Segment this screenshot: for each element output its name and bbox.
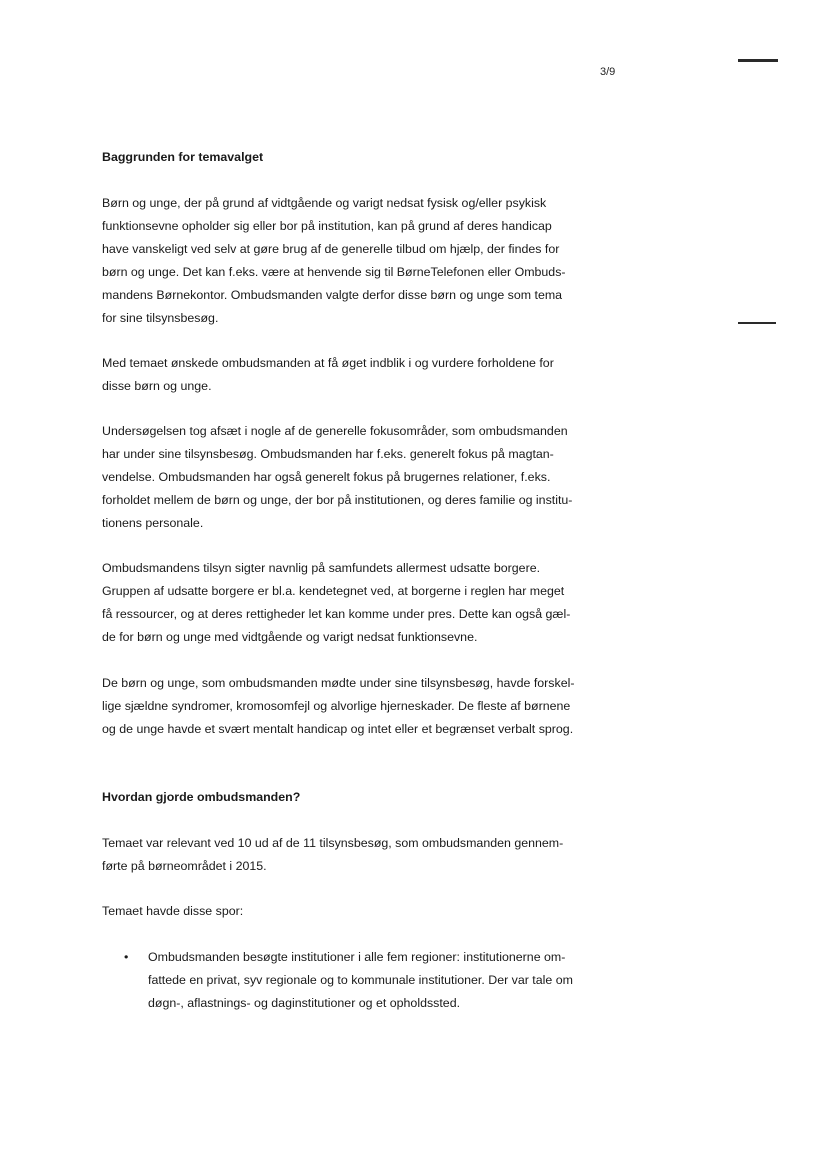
page-number: 3/9	[600, 66, 616, 78]
text-line: Temaet havde disse spor:	[102, 904, 244, 918]
text-line: tionens personale.	[102, 516, 204, 530]
paragraph-background-2	[102, 352, 622, 398]
text-line: lige sjældne syndromer, kromosomfejl og alvorlige hjerneskader. De fleste af børnene	[102, 699, 571, 713]
text-line: Gruppen af udsatte borgere er bl.a. kendetegnet ved, at borgerne i reglen har meget	[102, 584, 565, 598]
text-line: Undersøgelsen tog afsæt i nogle af de generelle fokusområder, som ombudsmanden	[102, 424, 568, 438]
text-line: disse børn og unge.	[102, 379, 212, 393]
text-line: har under sine tilsynsbesøg. Ombudsmanden har f.eks. generelt fokus på magtan-	[102, 447, 554, 461]
margin-mark-middle	[738, 322, 776, 324]
text-line: få ressourcer, og at deres rettigheder let kan komme under pres. Dette kan også gæl-	[102, 607, 571, 621]
text-line: vendelse. Ombudsmanden har også generelt fokus på brugernes relationer, f.eks.	[102, 470, 551, 484]
margin-mark-top	[738, 59, 778, 62]
text-line: Med temaet ønskede ombudsmanden at få øget indblik i og vurdere forholdene for	[102, 356, 554, 370]
text-line: Ombudsmandens tilsyn sigter navnlig på samfundets allermest udsatte borgere.	[102, 561, 541, 575]
text-line: døgn-, aflastnings- og daginstitutioner og et opholdssted.	[148, 996, 461, 1010]
section-heading-background: Baggrunden for temavalget	[102, 150, 264, 164]
text-line: forholdet mellem de børn og unge, der bor på institutionen, og deres familie og institu-	[102, 493, 573, 507]
text-line: de for børn og unge med vidtgående og varigt nedsat funktionsevne.	[102, 630, 478, 644]
text-line: førte på børneområdet i 2015.	[102, 859, 267, 873]
list-item	[102, 946, 622, 1015]
text-line: have vanskeligt ved selv at gøre brug af de generelle tilbud om hjælp, der findes for	[102, 242, 560, 256]
text-line: Ombudsmanden besøgte institutioner i alle fem regioner: institutionerne om-	[148, 950, 566, 964]
paragraph-background-1	[102, 192, 622, 330]
text-line: Temaet var relevant ved 10 ud af de 11 tilsynsbesøg, som ombudsmanden gennem-	[102, 836, 564, 850]
text-line: børn og unge. Det kan f.eks. være at henvende sig til BørneTelefonen eller Ombuds-	[102, 265, 566, 279]
text-line: funktionsevne opholder sig eller bor på institution, kan på grund af deres handicap	[102, 219, 552, 233]
paragraph-background-5	[102, 672, 622, 741]
text-line: for sine tilsynsbesøg.	[102, 311, 219, 325]
bullet-icon: •	[124, 950, 129, 964]
text-line: og de unge havde et svært mentalt handicap og intet eller et begrænset verbalt sprog.	[102, 722, 574, 736]
section-heading-method: Hvordan gjorde ombudsmanden?	[102, 790, 301, 804]
text-line: De børn og unge, som ombudsmanden mødte under sine tilsynsbesøg, havde forskel-	[102, 676, 575, 690]
text-line: fattede en privat, syv regionale og to kommunale institutioner. Der var tale om	[148, 973, 573, 987]
paragraph-background-3	[102, 420, 622, 535]
bullet-list	[102, 946, 622, 1015]
paragraph-background-4	[102, 557, 622, 649]
text-line: Børn og unge, der på grund af vidtgående og varigt nedsat fysisk og/eller psykisk	[102, 196, 547, 210]
paragraph-method-1	[102, 832, 622, 878]
text-line: mandens Børnekontor. Ombudsmanden valgte derfor disse børn og unge som tema	[102, 288, 563, 302]
paragraph-method-2	[102, 900, 622, 923]
